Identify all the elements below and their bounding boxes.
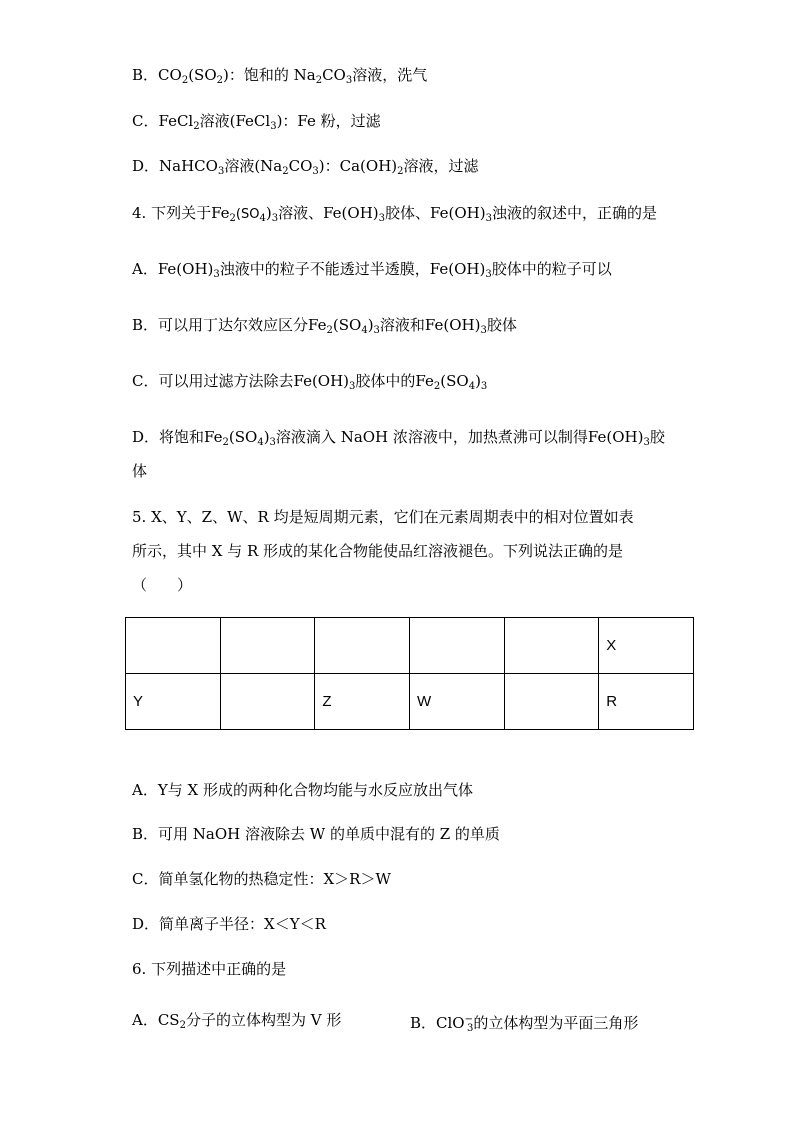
option-4c: C．可以用过滤方法除去$Fe(OH)_3$胶体中的$Fe_2(SO_4)_3$ — [132, 372, 488, 392]
table-cell: Z — [315, 674, 410, 730]
table-row — [126, 674, 694, 730]
option-4d-line1: D．将饱和$Fe_2(SO_4)_3$溶液滴入 NaOH 浓溶液中，加热煮沸可以制得$Fe(OH)_3$胶 — [132, 428, 665, 448]
periodic-position-table — [125, 617, 694, 730]
option-3b: B．$CO_2(SO_2)$：饱和的 $Na_2CO_3$溶液，洗气 — [132, 66, 428, 86]
option-3c: C．FeCl$_2$溶液(FeCl$_3$)：Fe 粉，过滤 — [132, 112, 381, 132]
option-6b: B．ClO−$_3$的立体构型为平面三角形 — [410, 1014, 639, 1034]
option-5c: C．简单氢化物的热稳定性：X＞R＞W — [132, 870, 391, 888]
table-cell — [220, 674, 315, 730]
option-5a: A．Y与 X 形成的两种化合物均能与水反应放出气体 — [132, 781, 473, 799]
table-cell — [504, 618, 599, 674]
table-cell — [504, 674, 599, 730]
option-5b: B．可用 NaOH 溶液除去 W 的单质中混有的 Z 的单质 — [132, 825, 500, 843]
question-4: 4. 下列关于$Fe_2(SO_4)_3$溶液、$Fe(OH)_3$胶体、$Fe(OH)_3$浊液的叙述中，正确的是 — [132, 204, 657, 224]
table-cell: W — [409, 674, 504, 730]
option-4a: A．$Fe(OH)_3$浊液中的粒子不能透过半透膜，$Fe(OH)_3$胶体中的粒子可以 — [132, 260, 612, 280]
table-cell — [409, 618, 504, 674]
question-5-line1: 5. X、Y、Z、W、R 均是短周期元素，它们在元素周期表中的相对位置如表 — [132, 508, 634, 526]
question-5-line2: 所示，其中 X 与 R 形成的某化合物能使品红溶液褪色。下列说法正确的是 — [132, 542, 624, 560]
option-4b: B．可以用丁达尔效应区分$Fe_2(SO_4)_3$溶液和$Fe(OH)_3$胶体 — [132, 316, 517, 336]
table-cell: R — [599, 674, 694, 730]
table-cell — [315, 618, 410, 674]
table-cell — [126, 618, 221, 674]
option-4d-line2: 体 — [132, 462, 148, 480]
option-3d: D．NaHCO$_3$溶液$(Na_2CO_3)$：$Ca(OH)_2$溶液，过滤 — [132, 157, 479, 177]
table-cell: X — [599, 618, 694, 674]
table-row — [126, 618, 694, 674]
option-6a: A．$CS_2$分子的立体构型为 V 形 — [132, 1011, 342, 1031]
option-5d: D．简单离子半径：X＜Y＜R — [132, 915, 326, 933]
question-6: 6. 下列描述中正确的是 — [132, 960, 287, 978]
table-cell: Y — [126, 674, 221, 730]
table-cell — [220, 618, 315, 674]
question-5-blank: （ ） — [132, 576, 193, 594]
